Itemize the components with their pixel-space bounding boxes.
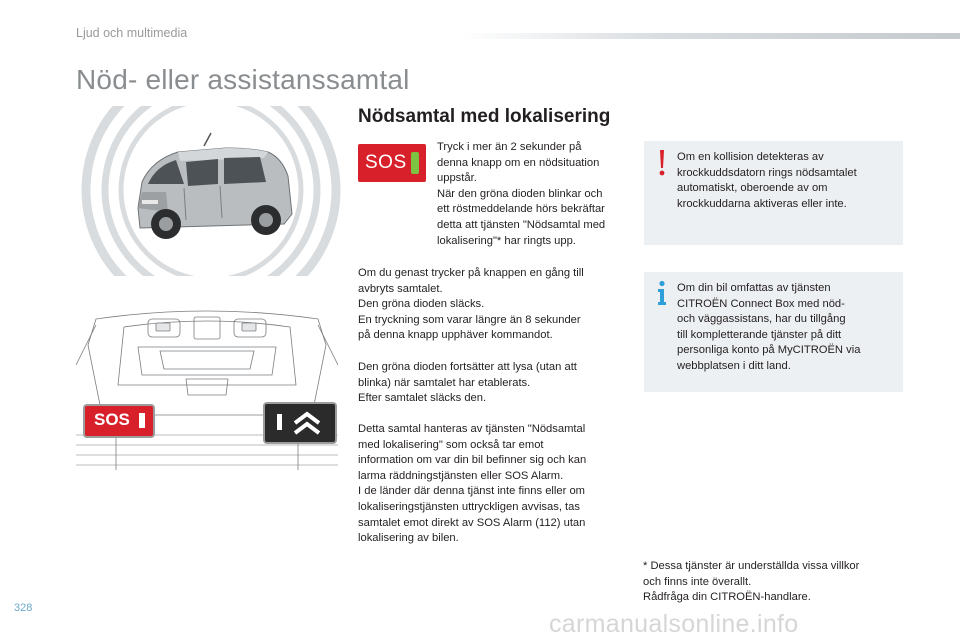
sos-label: SOS bbox=[365, 152, 407, 173]
sos-button-icon bbox=[358, 144, 426, 182]
footnote-text: * Dessa tjänster är underställda vissa villkor och finns inte överallt. Rådfråga din CITROËN-handlare. bbox=[643, 560, 860, 604]
illustration-assistance-led bbox=[277, 414, 282, 430]
led-status-text bbox=[358, 360, 628, 407]
roof-console-drawing bbox=[76, 305, 338, 470]
section-heading: Nödsamtal med lokalisering bbox=[358, 106, 611, 127]
exclamation-icon bbox=[657, 149, 667, 177]
van-illustration bbox=[76, 106, 346, 276]
warning-paragraph: Om en kollision detekteras av krockkuddsdatorn rings nödsamtalet automatiskt, oberoende av om krockkuddarna aktiveras eller inte. bbox=[677, 151, 857, 210]
header-rule bbox=[460, 33, 960, 39]
service-description bbox=[358, 422, 633, 547]
paragraph-service: Detta samtal hanteras av tjänsten "Nödsamtal med lokalisering" som också tar emot information om var din bil befinner sig och kan larma räddningstjänsten eller SOS Alarm. I de länder där denna tjänst inte finns eller om lokaliseringstjänsten uttryckligen avvisas, tas samtalet emot direkt av SOS Alarm (112) utan lokalisering av bilen. bbox=[358, 423, 587, 545]
console-illustration bbox=[76, 305, 338, 470]
warning-text bbox=[677, 150, 892, 212]
illustration-sos-label: SOS bbox=[94, 410, 130, 429]
watermark: carmanualsonline.info bbox=[549, 610, 799, 638]
info-note bbox=[644, 272, 903, 392]
illustration-led bbox=[139, 413, 145, 428]
info-paragraph: Om din bil omfattas av tjänsten CITROËN Connect Box med nöd- och väggassistans, har du tillgång till kompletterande tjänster på ditt personliga konto på MyCITROËN via webbplatsen i ditt land. bbox=[677, 282, 861, 372]
illustration-sos-button bbox=[83, 404, 155, 438]
paragraph-led: Den gröna dioden fortsätter att lysa (utan att blinka) när samtalet har etablerats. Efter samtalet släcks den. bbox=[358, 361, 577, 405]
section-label: Ljud och multimedia bbox=[76, 26, 188, 40]
info-text bbox=[677, 281, 892, 375]
cancel-call-text bbox=[358, 266, 628, 344]
info-icon bbox=[656, 280, 668, 306]
green-led-indicator bbox=[411, 152, 419, 174]
page-number: 328 bbox=[14, 602, 33, 614]
sos-instructions bbox=[437, 140, 637, 249]
paragraph-press-sos: Tryck i mer än 2 sekunder på denna knapp om en nödsituation uppstår. När den gröna dioden blinkar och ett röstmeddelande hörs bekräftar detta att tjänsten "Nödsamtal med lokalisering"* har ringts upp. bbox=[437, 141, 606, 247]
warning-note bbox=[644, 141, 903, 245]
chevron-up-icon bbox=[293, 411, 321, 435]
page-title: Nöd- eller assistanssamtal bbox=[76, 64, 410, 95]
footnote bbox=[643, 559, 903, 606]
illustration-assistance-button bbox=[263, 402, 337, 444]
paragraph-cancel: Om du genast trycker på knappen en gång till avbryts samtalet. Den gröna dioden släcks. En tryckning som varar längre än 8 sekunder på denna knapp upphäver kommandot. bbox=[358, 267, 584, 342]
